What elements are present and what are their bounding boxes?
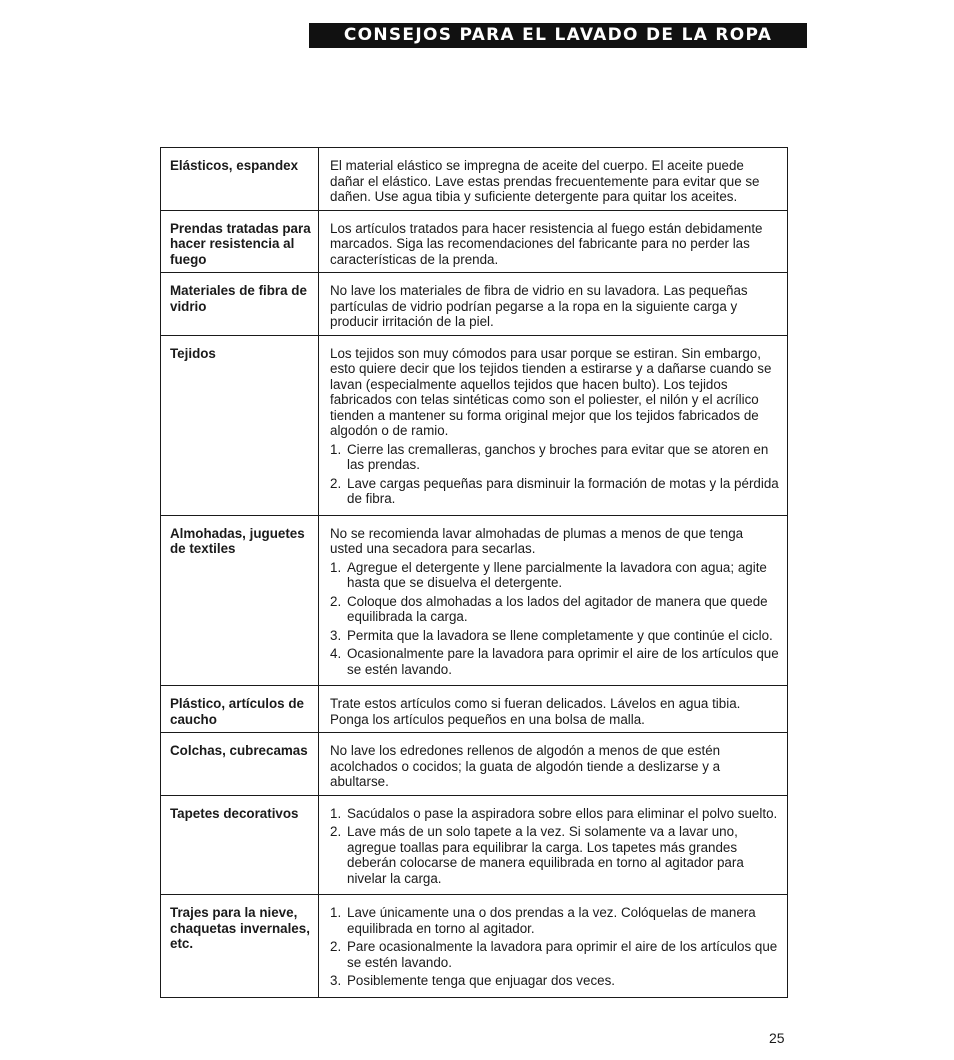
step-number: 1. — [330, 905, 342, 920]
care-description — [319, 686, 788, 733]
care-step — [330, 646, 779, 677]
step-text: Lave más de un solo tapete a la vez. Si solamente va a lavar uno, agregue toallas para equilibrar la carga. Los tapetes más grandes deberán colocarse de manera equilibrada en torno al agitador para nivelar la carga. — [347, 824, 744, 886]
care-text: Los tejidos son muy cómodos para usar porque se estiran. Sin embargo, esto quiere decir que los tejidos tienden a estirarse y a dañarse cuando se lavan (especialmente aquellos tejidos que hacen bulto). Los tejidos fabricados con telas sintéticas como son el poliester, el nilón y el acrílico tienden a mantener su forma original mejor que los tejidos fabricados de algodón o de ramio. — [330, 345, 772, 438]
care-description — [319, 795, 788, 895]
care-text: No se recomienda lavar almohadas de plumas a menos de que tenga usted una secadora para secarlas. — [330, 525, 744, 556]
step-number: 4. — [330, 646, 342, 661]
tip-row — [161, 148, 788, 211]
care-step — [330, 824, 779, 886]
care-steps — [330, 442, 779, 507]
tip-row — [161, 335, 788, 515]
step-number: 3. — [330, 973, 342, 988]
step-number: 2. — [330, 939, 342, 954]
step-number: 1. — [330, 441, 342, 457]
step-number: 2. — [330, 824, 342, 839]
care-text: No lave los edredones rellenos de algodón a menos de que estén acolchados o cocidos; la guata de algodón tiende a deslizarse y a abultarse. — [330, 743, 721, 789]
care-description — [319, 148, 788, 211]
tip-row — [161, 686, 788, 733]
fabric-label: Prendas tratadas para hacer resistencia al fuego — [161, 210, 319, 273]
step-text: Agregue el detergente y llene parcialmente la lavadora con agua; agite hasta que se disuelva el detergente. — [347, 559, 767, 590]
fabric-label: Trajes para la nieve, chaquetas invernales, etc. — [161, 895, 319, 998]
care-description — [319, 273, 788, 336]
fabric-label: Tapetes decorativos — [161, 795, 319, 895]
step-text: Lave únicamente una o dos prendas a la vez. Colóquelas de manera equilibrada en torno al agitador. — [347, 905, 756, 936]
tip-row — [161, 895, 788, 998]
step-number: 3. — [330, 627, 342, 643]
tip-row — [161, 210, 788, 273]
step-number: 1. — [330, 805, 342, 821]
step-text: Posiblemente tenga que enjuagar dos veces. — [347, 973, 615, 988]
care-steps — [330, 806, 779, 887]
step-text: Ocasionalmente pare la lavadora para oprimir el aire de los artículos que se estén lavando. — [347, 646, 779, 677]
step-number: 2. — [330, 593, 342, 609]
step-text: Permita que la lavadora se llene completamente y que continúe el ciclo. — [347, 627, 773, 643]
fabric-label: Elásticos, espandex — [161, 148, 319, 211]
care-steps — [330, 905, 779, 989]
step-text: Cierre las cremalleras, ganchos y broches para evitar que se atoren en las prendas. — [347, 441, 769, 472]
step-text: Lave cargas pequeñas para disminuir la formación de motas y la pérdida de fibra. — [347, 475, 779, 506]
fabric-label: Almohadas, juguetes de textiles — [161, 515, 319, 686]
page-title: CONSEJOS PARA EL LAVADO DE LA ROPA — [343, 25, 773, 45]
tip-row — [161, 515, 788, 686]
care-description — [319, 895, 788, 998]
care-text: No lave los materiales de fibra de vidrio en su lavadora. Las pequeñas partículas de vidrio podrían pegarse a la ropa en la siguiente carga y producir irritación de la piel. — [330, 283, 748, 329]
care-step — [330, 560, 779, 591]
care-step — [330, 973, 779, 989]
step-text: Sacúdalos o pase la aspiradora sobre ellos para eliminar el polvo suelto. — [347, 805, 778, 821]
care-step — [330, 442, 779, 473]
fabric-label: Materiales de fibra de vidrio — [161, 273, 319, 336]
care-step — [330, 905, 779, 936]
care-step — [330, 628, 779, 644]
washing-tips-table — [160, 147, 788, 998]
care-step — [330, 594, 779, 625]
fabric-label: Tejidos — [161, 335, 319, 515]
care-text: El material elástico se impregna de aceite del cuerpo. El aceite puede dañar el elástico. Lave estas prendas frecuentemente para evitar que se dañen. Use agua tibia y suficiente detergente para quitar los aceites. — [330, 158, 760, 204]
fabric-label: Plástico, artículos de caucho — [161, 686, 319, 733]
care-description — [319, 733, 788, 796]
care-steps — [330, 560, 779, 678]
page-title-banner — [309, 23, 807, 48]
step-number: 2. — [330, 475, 342, 491]
tip-row — [161, 733, 788, 796]
care-text: Los artículos tratados para hacer resistencia al fuego están debidamente marcados. Siga las recomendaciones del fabricante para no perder las características de la prenda. — [330, 220, 763, 267]
care-step — [330, 806, 779, 822]
page-number: 25 — [769, 1030, 785, 1046]
step-text: Coloque dos almohadas a los lados del agitador de manera que quede equilibrada la carga. — [347, 593, 768, 624]
tip-row — [161, 795, 788, 895]
washing-tips-body — [161, 148, 788, 998]
step-number: 1. — [330, 559, 342, 575]
care-step — [330, 476, 779, 507]
care-description — [319, 210, 788, 273]
tip-row — [161, 273, 788, 336]
step-text: Pare ocasionalmente la lavadora para oprimir el aire de los artículos que se estén lavando. — [347, 939, 778, 970]
care-description — [319, 335, 788, 515]
care-text: Trate estos artículos como si fueran delicados. Lávelos en agua tibia. Ponga los artículos pequeños en una bolsa de malla. — [330, 696, 741, 727]
care-description — [319, 515, 788, 686]
fabric-label: Colchas, cubrecamas — [161, 733, 319, 796]
care-step — [330, 939, 779, 970]
